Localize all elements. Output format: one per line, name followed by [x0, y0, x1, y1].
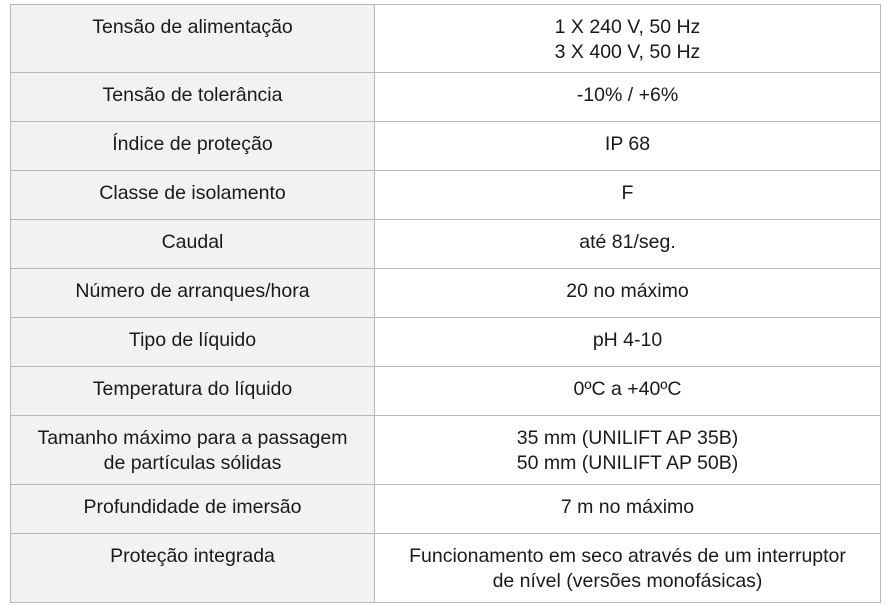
row-label [11, 122, 375, 171]
row-label [11, 5, 375, 73]
table-row [11, 534, 881, 603]
table-row [11, 5, 881, 73]
row-value [375, 122, 881, 171]
row-label-text: Tamanho máximo para a passagem [37, 427, 348, 449]
row-label-text: Temperatura do líquido [92, 378, 293, 400]
table-row [11, 73, 881, 122]
row-value-text: -10% / +6% [576, 84, 679, 106]
table-row [11, 367, 881, 416]
row-value-text: 1 X 240 V, 50 Hz [554, 16, 701, 38]
row-label [11, 416, 375, 485]
specifications-table [10, 4, 881, 603]
row-value [375, 534, 881, 603]
row-value [375, 73, 881, 122]
row-value-text: 20 no máximo [566, 280, 689, 302]
row-value-text: F [621, 182, 634, 204]
table-row [11, 318, 881, 367]
row-label-text: Número de arranques/hora [75, 280, 310, 302]
row-value [375, 269, 881, 318]
row-value [375, 5, 881, 73]
row-label-text: Tensão de tolerância [102, 84, 283, 106]
table-row [11, 122, 881, 171]
row-value [375, 171, 881, 220]
row-value-text: pH 4-10 [592, 329, 663, 351]
row-value-text: 0ºC a +40ºC [573, 378, 682, 400]
row-label-text: Classe de isolamento [99, 182, 286, 204]
row-label-text: Proteção integrada [110, 545, 275, 567]
row-label [11, 269, 375, 318]
row-value [375, 220, 881, 269]
row-label [11, 220, 375, 269]
row-label-text: Tipo de líquido [128, 329, 257, 351]
row-label [11, 534, 375, 603]
row-label-text: Caudal [161, 231, 224, 253]
row-label-text: Profundidade de imersão [83, 496, 302, 518]
row-label [11, 73, 375, 122]
row-value-text: IP 68 [604, 133, 651, 155]
row-label-text: Índice de proteção [112, 133, 273, 155]
table-row [11, 485, 881, 534]
row-value-text: 7 m no máximo [560, 496, 695, 518]
row-label [11, 485, 375, 534]
row-value [375, 318, 881, 367]
row-label [11, 171, 375, 220]
table-row [11, 416, 881, 485]
row-label-text: de partículas sólidas [103, 452, 282, 474]
row-value [375, 485, 881, 534]
table-row [11, 171, 881, 220]
row-value [375, 367, 881, 416]
row-value-text: até 81/seg. [579, 231, 676, 253]
row-value-text: 35 mm (UNILIFT AP 35B) [516, 427, 739, 449]
row-label-text: Tensão de alimentação [92, 16, 293, 38]
row-label [11, 318, 375, 367]
table-row [11, 220, 881, 269]
row-value-text: Funcionamento em seco através de um interruptor [409, 545, 846, 567]
row-value [375, 416, 881, 485]
row-value-text: 3 X 400 V, 50 Hz [554, 41, 701, 63]
row-label [11, 367, 375, 416]
row-value-text: 50 mm (UNILIFT AP 50B) [516, 452, 739, 474]
table-row [11, 269, 881, 318]
row-value-text: de nível (versões monofásicas) [492, 570, 763, 592]
